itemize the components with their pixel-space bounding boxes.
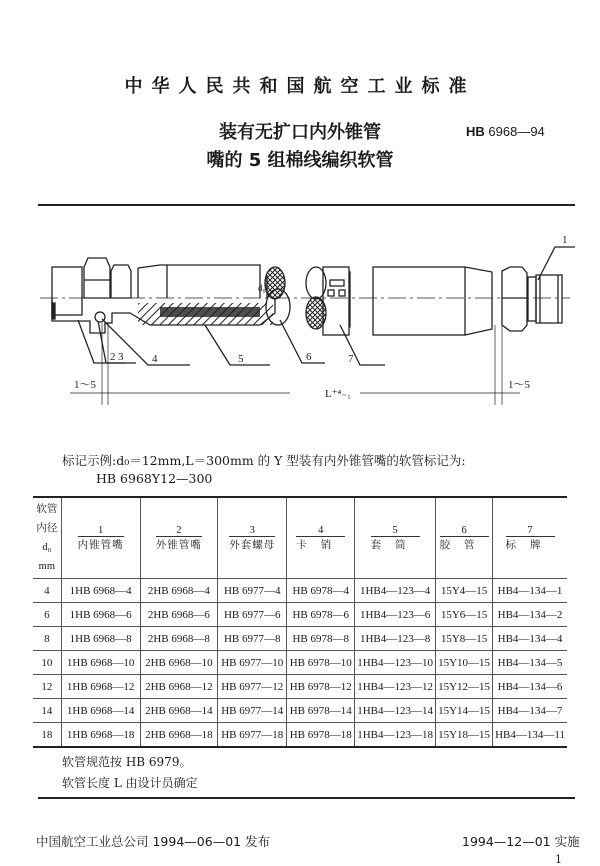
part-label-5: 5 <box>238 353 244 365</box>
code-number: 6968—94 <box>488 124 545 139</box>
effective-date: 1994—12—01 实施 <box>462 834 580 849</box>
header-col-3: $\frac{3}{\text{外套螺母}}$ <box>218 497 287 579</box>
header-divider <box>38 204 575 206</box>
diameter-label: d₀ <box>258 283 266 293</box>
table-row: 10 1HB 6968—10 2HB 6968—10 HB 6977—10 HB 6978—10 1HB4—123—10 15Y10—15 HB4—134—5 <box>33 651 567 675</box>
table-row: 18 1HB 6968—18 2HB 6968—18 HB 6977—18 HB 6978—18 1HB4—123—18 15Y18—15 HB4—134—11 <box>33 723 567 748</box>
marking-example: 标记示例:d₀＝12mm,L＝300mm 的 Y 型装有内外锥管嘴的软管标记为: <box>62 453 466 468</box>
table-row: 4 1HB 6968—4 2HB 6968—4 HB 6977—4 HB 6978—4 1HB4—123—4 15Y4—15 HB4—134—1 <box>33 579 567 603</box>
standard-name: 中华人民共和国航空工业标准 <box>124 76 476 97</box>
part-label-7: 7 <box>348 353 354 365</box>
issue-info: 中国航空工业总公司 1994—06—01 发布 <box>36 834 271 849</box>
header-col-6: $\frac{6}{\text{胶管}}$ <box>436 497 493 579</box>
header-col-2: $\frac{2}{\text{外锥管嘴}}$ <box>140 497 217 579</box>
table-header-row <box>33 497 567 579</box>
document-title-line2: 嘴的 5 组棉线编织软管 <box>206 150 394 171</box>
header-col-7: $\frac{7}{\text{标牌}}$ <box>493 497 567 579</box>
gap-right-label: 1～5 <box>508 379 530 391</box>
table-row: 12 1HB 6968—12 2HB 6968—12 HB 6977—12 HB 6978—12 1HB4—123—12 15Y12—15 HB4—134—6 <box>33 675 567 699</box>
table-row: 6 1HB 6968—6 2HB 6968—6 HB 6977—6 HB 6978—6 1HB4—123—6 15Y6—15 HB4—134—2 <box>33 603 567 627</box>
part-label-2: 2 <box>110 351 116 363</box>
parts-table <box>33 496 567 748</box>
header-hose-diameter: 软管 内径 d₀ mm <box>33 497 61 579</box>
table-row: 14 1HB 6968—14 2HB 6968—14 HB 6977—14 HB 6978—14 1HB4—123—14 15Y14—15 HB4—134—7 <box>33 699 567 723</box>
header-col-1: $\frac{1}{\text{内锥管嘴}}$ <box>61 497 140 579</box>
note-hose-length: 软管长度 L 由设计员确定 <box>62 776 198 790</box>
code-prefix: HB <box>466 124 485 139</box>
standard-code <box>466 124 545 139</box>
gap-left-label: 1～5 <box>74 379 96 391</box>
length-label: L⁺⁴₋₁ <box>325 388 352 400</box>
part-label-6: 6 <box>306 351 312 363</box>
document-title-line1: 装有无扩口内外锥管 <box>219 122 381 143</box>
part-label-3: 3 <box>118 351 124 363</box>
marking-example-code: HB 6968Y12—300 <box>96 471 213 486</box>
note-hose-spec: 软管规范按 HB 6979。 <box>62 755 192 769</box>
part-label-4: 4 <box>152 353 158 365</box>
header-col-5: $\frac{5}{\text{套筒}}$ <box>355 497 436 579</box>
footer-divider <box>38 797 575 799</box>
table-row: 8 1HB 6968—8 2HB 6968—8 HB 6977—8 HB 6978—8 1HB4—123—8 15Y8—15 HB4—134—4 <box>33 627 567 651</box>
hose-assembly-drawing <box>30 225 580 425</box>
part-label-1: 1 <box>562 234 568 246</box>
page-number: 1 <box>555 853 562 866</box>
header-col-4: $\frac{4}{\text{卡销}}$ <box>287 497 355 579</box>
